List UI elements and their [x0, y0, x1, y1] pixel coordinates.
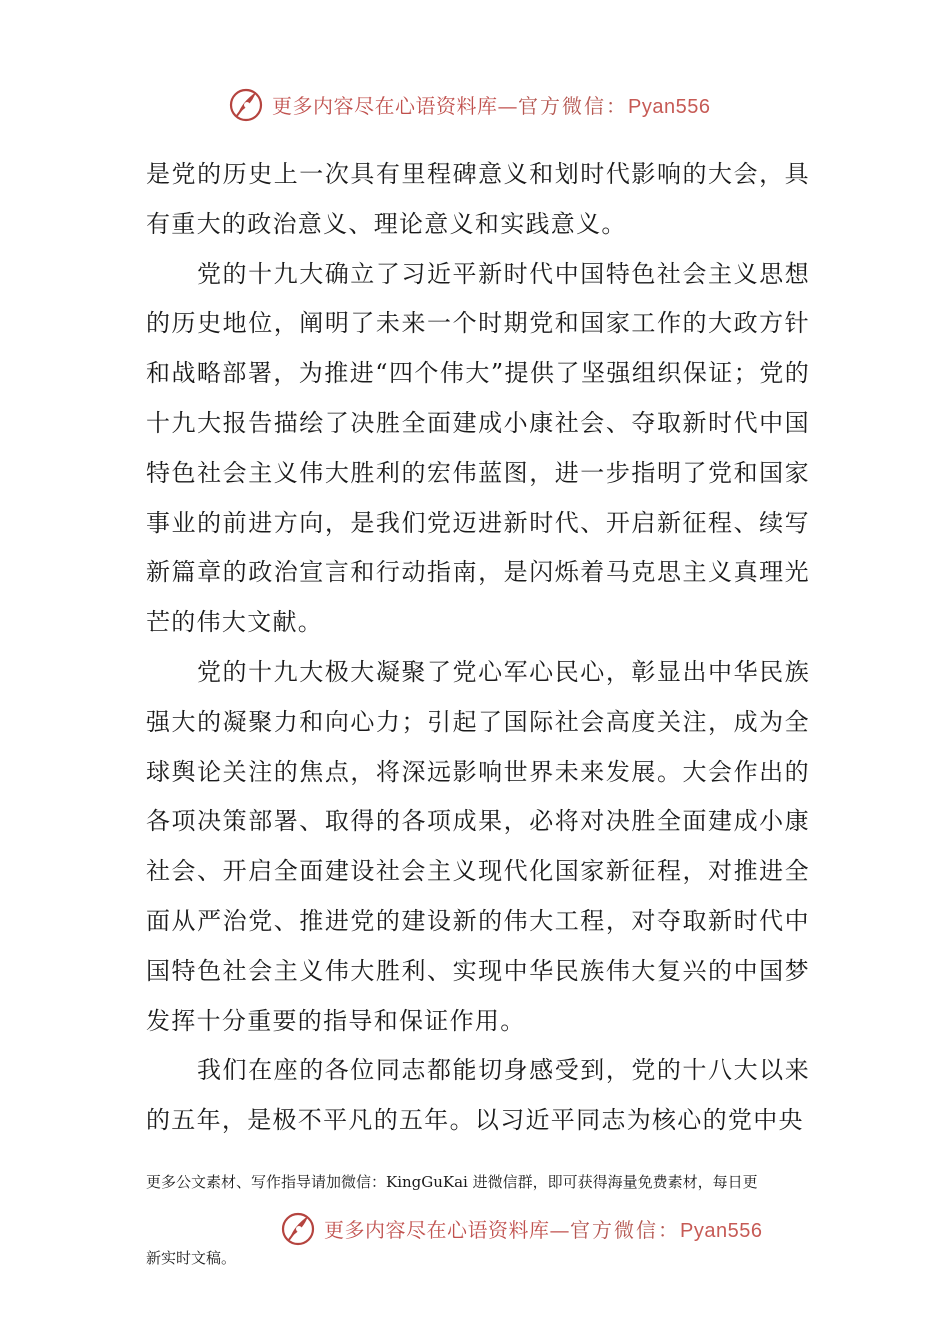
banner-wechat-label: 官方微信： [570, 1217, 680, 1242]
footer-watermark-banner [278, 1206, 762, 1250]
header-watermark-banner [226, 82, 710, 126]
banner-brand: 更多内容尽在心语资料库 [272, 93, 498, 118]
quill-logo-icon [226, 84, 266, 124]
footer-promo-line-continued: 新实时文稿。 [146, 1249, 237, 1267]
banner-wechat-id: Pyan556 [680, 1219, 763, 1242]
paragraph: 我们在座的各位同志都能切身感受到，党的十八大以来的五年，是极不平凡的五年。以习近平同志为核心的党中央 [146, 1056, 810, 1135]
footer-promo-line: 更多公文素材、写作指导请加微信：KingGuKai 进微信群，即可获得海量免费素材，每日更 [146, 1173, 758, 1191]
quill-logo-icon [278, 1208, 318, 1248]
banner-caption [324, 1214, 762, 1243]
paragraph: 党的十九大确立了习近平新时代中国特色社会主义思想的历史地位，阐明了未来一个时期党和国家工作的大政方针和战略部署，为推进“四个伟大”提供了坚强组织保证；党的十九大报告描绘了决胜全面建成小康社会、夺取新时代中国特色社会主义伟大胜利的宏伟蓝图，进一步指明了党和国家事业的前进方向，是我们党迈进新时代、开启新征程、续写新篇章的政治宣言和行动指南，是闪烁着马克思主义真理光芒的伟大文献。 [146, 259, 810, 637]
banner-caption [272, 90, 710, 119]
document-body [146, 150, 810, 1146]
paragraph: 党的十九大极大凝聚了党心军心民心，彰显出中华民族强大的凝聚力和向心力；引起了国际社会高度关注，成为全球舆论关注的焦点，将深远影响世界未来发展。大会作出的各项决策部署、取得的各项成果，必将对决胜全面建成小康社会、开启全面建设社会主义现代化国家新征程，对推进全面从严治党、推进党的建设新的伟大工程，对夺取新时代中国特色社会主义伟大胜利、实现中华民族伟大复兴的中国梦发挥十分重要的指导和保证作用。 [146, 657, 810, 1035]
banner-wechat-id: Pyan556 [628, 95, 711, 118]
paragraph-continued: 是党的历史上一次具有里程碑意义和划时代影响的大会，具有重大的政治意义、理论意义和实践意义。 [146, 160, 810, 238]
banner-separator: — [497, 93, 518, 118]
banner-wechat-label: 官方微信： [518, 93, 628, 118]
banner-brand: 更多内容尽在心语资料库 [324, 1217, 550, 1242]
banner-separator: — [549, 1217, 570, 1242]
